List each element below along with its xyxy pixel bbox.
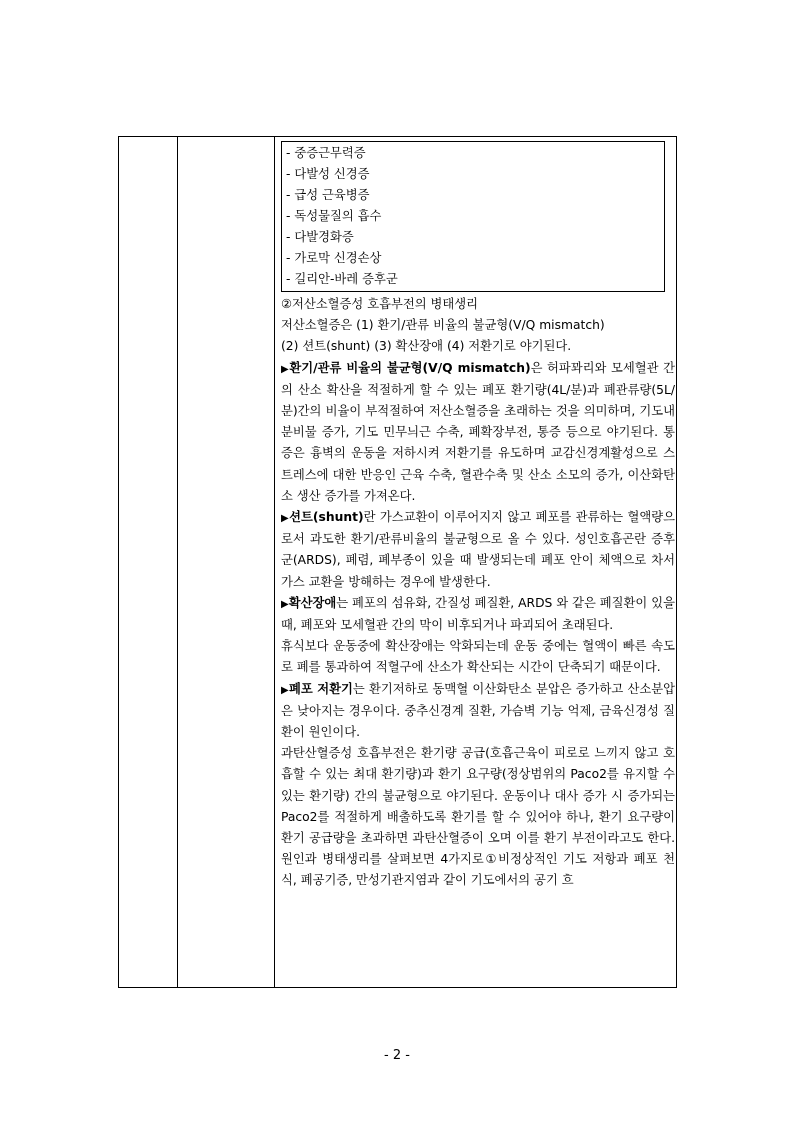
- diffusion-term: 확산장애: [288, 595, 337, 610]
- hypoventilation-term: 폐포 저환기: [288, 681, 353, 696]
- diffusion-extra-paragraph: 휴식보다 운동중에 확산장애는 악화되는데 운동 중에는 혈액이 빠른 속도로 폐를 통과하여 적혈구에 산소가 확산되는 시간이 단축되기 때문이다.: [281, 639, 675, 675]
- triangle-marker-icon: ▶: [281, 512, 290, 524]
- shunt-paragraph: [281, 507, 675, 593]
- list-item: - 독성물질의 흡수: [286, 209, 382, 223]
- list-item: - 가로막 신경손상: [286, 251, 382, 265]
- vq-mismatch-paragraph: [281, 358, 675, 507]
- vq-term: 환기/관류 비율의 불균형(V/Q mismatch): [289, 360, 531, 375]
- condition-list-box: [281, 141, 665, 292]
- shunt-term: 션트(shunt): [289, 509, 364, 524]
- hypoventilation-text: 는 환기저하로 동맥혈 이산화탄소 분압은 증가하고 산소분압은 낮아지는 경우이다. 중추신경계 질환, 가슴벽 기능 억제, 금육신경성 질환이 원인이다.: [281, 681, 675, 740]
- list-item: - 길리안-바레 증후군: [286, 272, 398, 286]
- intro-line: (2) 션트(shunt) (3) 확산장애 (4) 저환기로 야기된다.: [281, 339, 572, 354]
- list-item: - 다발경화증: [286, 230, 354, 244]
- vq-text: 은 허파꽈리와 모세혈관 간의 산소 확산을 적절하게 할 수 있는 폐포 환기량(4L/분)과 폐관류량(5L/분)간의 비율이 부적절하여 저산소혈증을 초래하는 것을 의미하며, 기도내 분비물 증가, 기도 민무늬근 수축, 폐확장부전, 통증 등으로 야기된다. 통증은 흉벽의 운동을 저하시켜 저환기를 유도하며 교감신경계활성으로 스트레스에 대한 반응인 근육 수축, 혈관수축 및 산소 소모의 증가, 이산화탄소 생산 증가를 가져온다.: [281, 360, 675, 503]
- column-divider: [177, 137, 178, 987]
- hypercapnia-paragraph: 과탄산혈증성 호흡부전은 환기량 공급(호흡근육이 피로로 느끼지 않고 호흡할 수 있는 최대 환기량)과 환기 요구량(정상범위의 Paco2를 유지할 수 있는 환기량) 간의 불균형으로 야기된다. 운동이나 대사 증가 시 증가되는 Paco2를 적절하게 배출하도록 환기를 할 수 있어야 하나, 환기 요구량이 환기 공급량을 초과하면 과탄산혈증이 오며 이를 환기 부전이라고도 한다. 원인과 병태생리를 살펴보면 4가지로①비정상적인 기도 저항과 폐포 천식, 폐공기증, 만성기관지염과 같이 기도에서의 공기 흐: [281, 746, 675, 888]
- triangle-marker-icon: ▶: [281, 684, 289, 696]
- hypoventilation-paragraph: [281, 679, 675, 744]
- diffusion-text: 는 폐포의 섬유화, 간질성 폐질환, ARDS 와 같은 폐질환이 있을 때, 폐포와 모세혈관 간의 막이 비후되거나 파괴되어 초래된다.: [281, 595, 675, 632]
- list-item: - 급성 근육병증: [286, 188, 370, 202]
- diffusion-paragraph: [281, 593, 675, 636]
- list-item: - 중증근무력증: [286, 146, 366, 160]
- triangle-marker-icon: ▶: [281, 598, 289, 610]
- triangle-marker-icon: ▶: [281, 363, 290, 375]
- section-heading: ②저산소혈증성 호흡부전의 병태생리: [281, 297, 479, 311]
- column-divider: [274, 137, 275, 987]
- list-item: - 다발성 신경증: [286, 167, 370, 181]
- content-cell: [281, 141, 675, 892]
- intro-line: 저산소혈증은 (1) 환기/관류 비율의 불균형(V/Q mismatch): [281, 318, 605, 333]
- content-table: [118, 136, 677, 988]
- page-number: - 2 -: [384, 1048, 410, 1063]
- shunt-text: 란 가스교환이 이루어지지 않고 폐포를 관류하는 혈액량으로서 과도한 환기/관류비율의 불균형으로 올 수 있다. 성인호흡곤란 증후군(ARDS), 폐렴, 폐부종이 있을 때 발생되는데 폐포 안이 체액으로 차서 가스 교환을 방해하는 경우에 발생한다.: [281, 509, 675, 589]
